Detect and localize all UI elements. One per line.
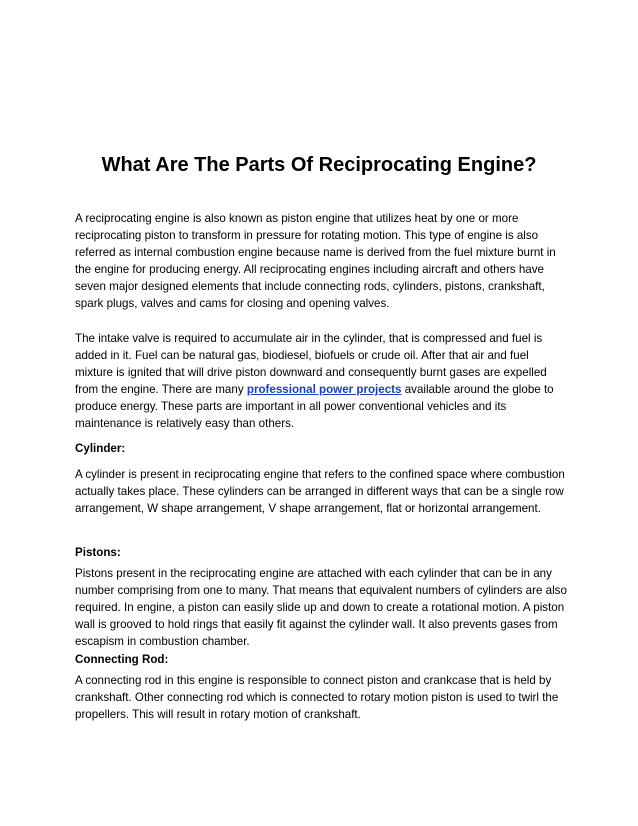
pistons-heading: Pistons:: [75, 546, 121, 559]
cylinder-heading: Cylinder:: [75, 442, 126, 455]
intake-text-before-link: The intake valve is required to accumulate air in the cylinder, that is compressed and fuel is added in it. Fuel can be natural gas, biodiesel, biofuels or crude oil. After that air and fuel mixture is ignited that will drive piston downward and consequently burnt gases are expelled from the engine. There are many: [75, 332, 547, 397]
connecting-rod-heading: Connecting Rod:: [75, 653, 169, 666]
page-title: What Are The Parts Of Reciprocating Engine?: [101, 154, 537, 176]
intake-paragraph: [75, 330, 569, 433]
professional-power-projects-link[interactable]: professional power projects: [246, 383, 402, 397]
intro-paragraph: A reciprocating engine is also known as piston engine that utilizes heat by one or more reciprocating piston to transform in pressure for rotating motion. This type of engine is also referred as internal combustion engine because name is derived from the fuel mixture burnt in the engine for producing energy. All reciprocating engines including aircraft and others have seven major designed elements that include connecting rods, cylinders, pistons, crankshaft, spark plugs, valves and cams for closing and opening valves.: [75, 212, 556, 311]
pistons-paragraph: Pistons present in the reciprocating engine are attached with each cylinder that can be in any number comprising from one to many. That means that equivalent numbers of cylinders are also required. In engine, a piston can easily slide up and down to create a rotational motion. A piston wall is grooved to hold rings that easily fit against the cylinder wall. It also prevents gases from escapism in combustion chamber.: [75, 567, 567, 649]
connecting-rod-paragraph: A connecting rod in this engine is responsible to connect piston and crankcase that is held by crankshaft. Other connecting rod which is connected to rotary motion piston is used to twirl the propellers. This will result in rotary motion of crankshaft.: [75, 674, 559, 722]
cylinder-paragraph: A cylinder is present in reciprocating engine that refers to the confined space where combustion actually takes place. These cylinders can be arranged in different ways that can be a single row arrangement, W shape arrangement, V shape arrangement, flat or horizontal arrangement.: [75, 468, 565, 516]
intake-text-after-link: available around the globe to produce energy. These parts are important in all power conventional vehicles and its maintenance is relatively easy than others.: [75, 383, 554, 431]
